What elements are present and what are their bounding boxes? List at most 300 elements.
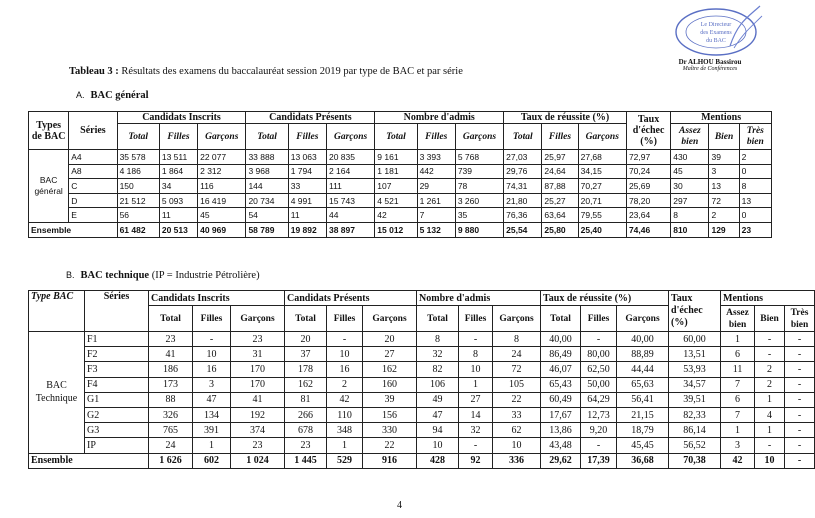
- table-cell: 23: [231, 438, 285, 453]
- table-cell: 81: [285, 392, 327, 407]
- section-b-letter: B.: [66, 270, 75, 280]
- total-cell: 25,80: [542, 222, 578, 237]
- table-cell: 32: [459, 423, 493, 438]
- table-cell: -: [755, 332, 785, 347]
- total-cell: 1 626: [149, 453, 193, 468]
- table-cell: 40,00: [541, 332, 581, 347]
- subheader-total: Total: [375, 124, 417, 150]
- subheader-total: Total: [417, 306, 459, 332]
- subheader-filles: Filles: [327, 306, 363, 332]
- table-cell: 80,00: [581, 347, 617, 362]
- total-cell: 916: [363, 453, 417, 468]
- header-series: Séries: [85, 291, 149, 332]
- table-cell: 35: [455, 208, 503, 223]
- table-cell: 72: [709, 193, 739, 208]
- table-cell: 156: [363, 407, 417, 422]
- total-cell: 17,39: [581, 453, 617, 468]
- table-cell: 4 521: [375, 193, 417, 208]
- table-cell: 2 312: [198, 164, 246, 179]
- total-cell: 42: [721, 453, 755, 468]
- table-cell: 88: [149, 392, 193, 407]
- table-cell: 23: [285, 438, 327, 453]
- table-cell: 4 991: [288, 193, 326, 208]
- table-cell: 82: [417, 362, 459, 377]
- total-cell: 5 132: [417, 222, 455, 237]
- table-row: [29, 164, 772, 179]
- table-cell: 10: [459, 362, 493, 377]
- table-cell: 23,64: [626, 208, 670, 223]
- subheader-total: Total: [541, 306, 581, 332]
- table-cell: 0: [739, 164, 771, 179]
- table-cell: 72: [493, 362, 541, 377]
- total-row: [29, 453, 815, 468]
- table-cell: 2 164: [326, 164, 374, 179]
- section-b-title: BAC technique: [80, 270, 150, 281]
- table-cell: 27,03: [504, 150, 542, 165]
- section-b-heading: [66, 270, 260, 281]
- total-cell: 19 892: [288, 222, 326, 237]
- table-cell: 60,49: [541, 392, 581, 407]
- table-cell: 17,67: [541, 407, 581, 422]
- table-cell: 22: [493, 392, 541, 407]
- table-cell: 53,93: [669, 362, 721, 377]
- table-cell: 20,71: [578, 193, 626, 208]
- table-cell: 15 743: [326, 193, 374, 208]
- table-cell: 348: [327, 423, 363, 438]
- table-cell: 22 077: [198, 150, 246, 165]
- table-cell: 33: [493, 407, 541, 422]
- table-cell: 2: [709, 208, 739, 223]
- table-cell: 186: [149, 362, 193, 377]
- table-cell: 266: [285, 407, 327, 422]
- header-inscrits: Candidats Inscrits: [149, 291, 285, 306]
- table-cell: 21,15: [617, 407, 669, 422]
- table-cell: 11: [288, 208, 326, 223]
- subheader-bien: Bien: [709, 124, 739, 150]
- header-mentions: Mentions: [721, 291, 815, 306]
- table-cell: 42: [375, 208, 417, 223]
- table-cell: 2: [755, 377, 785, 392]
- subheader-total: Total: [149, 306, 193, 332]
- total-cell: 336: [493, 453, 541, 468]
- table-cell: 74,31: [504, 179, 542, 194]
- subheader-assez-bien: Assez bien: [671, 124, 709, 150]
- table-cell: 40,00: [617, 332, 669, 347]
- table-cell: 39: [709, 150, 739, 165]
- table-cell: 39: [363, 392, 417, 407]
- table-cell: 116: [198, 179, 246, 194]
- table-cell: 3 968: [246, 164, 288, 179]
- subheader-garcons: Garçons: [231, 306, 285, 332]
- table-cell: 86,14: [669, 423, 721, 438]
- table-row: [29, 179, 772, 194]
- table-cell: 192: [231, 407, 285, 422]
- table-cell: 10: [493, 438, 541, 453]
- table-cell: 170: [231, 377, 285, 392]
- series-cell: G1: [85, 392, 149, 407]
- table-cell: -: [785, 392, 815, 407]
- table-cell: 111: [326, 179, 374, 194]
- table-cell: 49: [417, 392, 459, 407]
- table-cell: 20: [363, 332, 417, 347]
- header-admis: Nombre d'admis: [375, 112, 504, 124]
- table-row: [29, 438, 815, 453]
- total-cell: 15 012: [375, 222, 417, 237]
- total-label: Ensemble: [29, 453, 149, 468]
- table-cell: 1: [721, 332, 755, 347]
- subheader-bien: Bien: [755, 306, 785, 332]
- subheader-total: Total: [246, 124, 288, 150]
- table-cell: 1: [459, 377, 493, 392]
- total-cell: 810: [671, 222, 709, 237]
- table-cell: 13,86: [541, 423, 581, 438]
- table-cell: 27: [363, 347, 417, 362]
- table-cell: 7: [721, 407, 755, 422]
- table-cell: 3 260: [455, 193, 503, 208]
- table-cell: 56,52: [669, 438, 721, 453]
- table-cell: 18,79: [617, 423, 669, 438]
- total-cell: 428: [417, 453, 459, 468]
- table-cell: 10: [193, 347, 231, 362]
- table-cell: 41: [149, 347, 193, 362]
- header-series: Séries: [69, 112, 117, 150]
- table-cell: -: [785, 438, 815, 453]
- table-cell: 374: [231, 423, 285, 438]
- table-cell: 33 888: [246, 150, 288, 165]
- table-row: [29, 377, 815, 392]
- subheader-total: Total: [117, 124, 159, 150]
- table-cell: 47: [193, 392, 231, 407]
- section-a-letter: A.: [76, 90, 85, 100]
- subheader-garcons: Garçons: [326, 124, 374, 150]
- table-cell: 1: [755, 423, 785, 438]
- table-cell: 8: [739, 179, 771, 194]
- table-cell: 16: [327, 362, 363, 377]
- table-cell: 21 512: [117, 193, 159, 208]
- table-cell: 44: [326, 208, 374, 223]
- subheader-garcons: Garçons: [493, 306, 541, 332]
- section-b-note: (IP = Industrie Pétrolière): [149, 270, 260, 281]
- table-cell: 0: [739, 208, 771, 223]
- table-cell: 162: [285, 377, 327, 392]
- table-cell: 21,80: [504, 193, 542, 208]
- table-cell: 88,89: [617, 347, 669, 362]
- subheader-tres-bien: Très bien: [785, 306, 815, 332]
- table-cell: 33: [288, 179, 326, 194]
- table-cell: 45: [671, 164, 709, 179]
- section-a-heading: [76, 90, 149, 101]
- table-cell: 27: [459, 392, 493, 407]
- table-cell: -: [755, 347, 785, 362]
- table-cell: 10: [417, 438, 459, 453]
- table-cell: 37: [285, 347, 327, 362]
- table-cell: 173: [149, 377, 193, 392]
- total-cell: 58 789: [246, 222, 288, 237]
- table-cell: 2: [755, 362, 785, 377]
- table-cell: -: [327, 332, 363, 347]
- table-cell: 11: [721, 362, 755, 377]
- table-bac-general: [28, 111, 772, 238]
- total-cell: 36,68: [617, 453, 669, 468]
- table-cell: 34,57: [669, 377, 721, 392]
- table-cell: -: [581, 332, 617, 347]
- subheader-garcons: Garçons: [617, 306, 669, 332]
- total-cell: 10: [755, 453, 785, 468]
- table-cell: 29: [417, 179, 455, 194]
- subheader-total: Total: [285, 306, 327, 332]
- total-cell: 70,38: [669, 453, 721, 468]
- subheader-filles: Filles: [542, 124, 578, 150]
- table-cell: 3: [709, 164, 739, 179]
- table-cell: 9,20: [581, 423, 617, 438]
- table-row: [29, 347, 815, 362]
- table-cell: 13: [739, 193, 771, 208]
- total-cell: 1 024: [231, 453, 285, 468]
- page-number: 4: [397, 500, 402, 511]
- table-cell: 30: [671, 179, 709, 194]
- section-a-title: BAC général: [90, 90, 149, 101]
- table-cell: 11: [159, 208, 197, 223]
- svg-text:des Examens: des Examens: [700, 30, 732, 36]
- table-row: [29, 193, 772, 208]
- table-cell: 105: [493, 377, 541, 392]
- table-cell: 87,88: [542, 179, 578, 194]
- table-cell: 78: [455, 179, 503, 194]
- table-cell: 2: [739, 150, 771, 165]
- header-inscrits: Candidats Inscrits: [117, 112, 246, 124]
- table-cell: 8: [671, 208, 709, 223]
- table-cell: 35 578: [117, 150, 159, 165]
- table-cell: 178: [285, 362, 327, 377]
- table-cell: 2: [327, 377, 363, 392]
- table-cell: 70,27: [578, 179, 626, 194]
- table-cell: 1 864: [159, 164, 197, 179]
- table-cell: 10: [327, 347, 363, 362]
- subheader-garcons: Garçons: [198, 124, 246, 150]
- table-cell: 391: [193, 423, 231, 438]
- table-cell: 20 835: [326, 150, 374, 165]
- table-cell: 41: [231, 392, 285, 407]
- table-row: [29, 332, 815, 347]
- total-cell: 529: [327, 453, 363, 468]
- table-cell: 65,43: [541, 377, 581, 392]
- series-cell: G2: [85, 407, 149, 422]
- table-cell: -: [785, 332, 815, 347]
- table-cell: 430: [671, 150, 709, 165]
- table-cell: 8: [493, 332, 541, 347]
- table-cell: 3 393: [417, 150, 455, 165]
- series-cell: D: [69, 193, 117, 208]
- official-seal-stamp: [668, 2, 764, 56]
- total-cell: 40 969: [198, 222, 246, 237]
- table-cell: 297: [671, 193, 709, 208]
- total-cell: 25,40: [578, 222, 626, 237]
- table-cell: 5 768: [455, 150, 503, 165]
- table-cell: 13 511: [159, 150, 197, 165]
- table-cell: 110: [327, 407, 363, 422]
- subheader-filles: Filles: [459, 306, 493, 332]
- table-cell: 42: [327, 392, 363, 407]
- subheader-tres-bien: Très bien: [739, 124, 771, 150]
- total-cell: -: [785, 453, 815, 468]
- table-cell: 7: [721, 377, 755, 392]
- table-cell: 56,41: [617, 392, 669, 407]
- table-cell: 678: [285, 423, 327, 438]
- table-bac-technique: [28, 290, 815, 469]
- subheader-total: Total: [504, 124, 542, 150]
- table-row: [29, 392, 815, 407]
- table-cell: 144: [246, 179, 288, 194]
- total-row: [29, 222, 772, 237]
- subheader-filles: Filles: [193, 306, 231, 332]
- table-cell: 1: [327, 438, 363, 453]
- table-cell: 76,36: [504, 208, 542, 223]
- subheader-filles: Filles: [288, 124, 326, 150]
- header-type: Types de BAC: [29, 112, 69, 150]
- svg-text:Le Directeur: Le Directeur: [700, 22, 732, 28]
- table-cell: 62,50: [581, 362, 617, 377]
- total-label: Ensemble: [29, 222, 118, 237]
- caption-label: Tableau 3 :: [69, 66, 119, 77]
- series-cell: F4: [85, 377, 149, 392]
- table-cell: 31: [231, 347, 285, 362]
- table-cell: 63,64: [542, 208, 578, 223]
- signatory-role: Maître de Conférences: [682, 66, 738, 72]
- table-cell: 1: [721, 423, 755, 438]
- table-cell: 62: [493, 423, 541, 438]
- series-cell: A8: [69, 164, 117, 179]
- table-cell: 50,00: [581, 377, 617, 392]
- table-cell: -: [785, 362, 815, 377]
- table-cell: 46,07: [541, 362, 581, 377]
- header-presents: Candidats Présents: [285, 291, 417, 306]
- table-row: [29, 423, 815, 438]
- table-cell: -: [459, 438, 493, 453]
- table-cell: 20 734: [246, 193, 288, 208]
- table-cell: 44,44: [617, 362, 669, 377]
- header-admis: Nombre d'admis: [417, 291, 541, 306]
- table-cell: 739: [455, 164, 503, 179]
- table-cell: -: [785, 347, 815, 362]
- header-echec: Taux d'échec (%): [669, 291, 721, 332]
- table-cell: 22: [363, 438, 417, 453]
- table-cell: 82,33: [669, 407, 721, 422]
- subheader-garcons: Garçons: [455, 124, 503, 150]
- table-cell: 13: [709, 179, 739, 194]
- table-cell: 25,27: [542, 193, 578, 208]
- table-cell: 79,55: [578, 208, 626, 223]
- total-cell: 74,46: [626, 222, 670, 237]
- series-cell: IP: [85, 438, 149, 453]
- table-cell: 4 186: [117, 164, 159, 179]
- total-cell: 38 897: [326, 222, 374, 237]
- series-cell: F3: [85, 362, 149, 377]
- svg-text:du BAC: du BAC: [706, 38, 726, 44]
- subheader-garcons: Garçons: [578, 124, 626, 150]
- table-cell: 12,73: [581, 407, 617, 422]
- total-cell: 29,62: [541, 453, 581, 468]
- table-cell: 54: [246, 208, 288, 223]
- table-cell: 7: [417, 208, 455, 223]
- table-row: [29, 407, 815, 422]
- table-cell: 29,76: [504, 164, 542, 179]
- header-mentions: Mentions: [671, 112, 772, 124]
- total-cell: 1 445: [285, 453, 327, 468]
- total-cell: 602: [193, 453, 231, 468]
- table-cell: 60,00: [669, 332, 721, 347]
- table-cell: 25,69: [626, 179, 670, 194]
- table-cell: 34: [159, 179, 197, 194]
- table-cell: 134: [193, 407, 231, 422]
- series-cell: C: [69, 179, 117, 194]
- total-cell: 9 880: [455, 222, 503, 237]
- table-cell: -: [785, 407, 815, 422]
- table-cell: 47: [417, 407, 459, 422]
- series-cell: F2: [85, 347, 149, 362]
- table-cell: 6: [721, 392, 755, 407]
- total-cell: 129: [709, 222, 739, 237]
- table-cell: 3: [721, 438, 755, 453]
- table-cell: 24: [149, 438, 193, 453]
- table-cell: 6: [721, 347, 755, 362]
- table-cell: 45: [198, 208, 246, 223]
- table-cell: 78,20: [626, 193, 670, 208]
- table-cell: 1 794: [288, 164, 326, 179]
- table-cell: 160: [363, 377, 417, 392]
- subheader-filles: Filles: [159, 124, 197, 150]
- series-cell: A4: [69, 150, 117, 165]
- header-presents: Candidats Présents: [246, 112, 375, 124]
- table-cell: 107: [375, 179, 417, 194]
- table-cell: 20: [285, 332, 327, 347]
- caption-text: Résultats des examens du baccalauréat session 2019 par type de BAC et par série: [121, 66, 463, 77]
- table-cell: 330: [363, 423, 417, 438]
- table-cell: 8: [417, 332, 459, 347]
- table-cell: 25,97: [542, 150, 578, 165]
- table-cell: 150: [117, 179, 159, 194]
- table-cell: 5 093: [159, 193, 197, 208]
- table-cell: 23: [149, 332, 193, 347]
- table-cell: 56: [117, 208, 159, 223]
- table-cell: 1 261: [417, 193, 455, 208]
- table-cell: -: [785, 423, 815, 438]
- total-cell: 25,54: [504, 222, 542, 237]
- subheader-garcons: Garçons: [363, 306, 417, 332]
- table-cell: 1: [755, 392, 785, 407]
- subheader-assez-bien: Assez bien: [721, 306, 755, 332]
- table-cell: -: [193, 332, 231, 347]
- signatory-name: Dr ALHOU Bassirou: [678, 58, 742, 66]
- header-type: Type BAC: [29, 291, 85, 332]
- subheader-filles: Filles: [581, 306, 617, 332]
- table-row: [29, 208, 772, 223]
- table-cell: 4: [755, 407, 785, 422]
- table-cell: 34,15: [578, 164, 626, 179]
- table-cell: 16: [193, 362, 231, 377]
- subheader-filles: Filles: [417, 124, 455, 150]
- header-echec: Taux d'échec (%): [626, 112, 670, 150]
- table-cell: 43,48: [541, 438, 581, 453]
- table-cell: -: [755, 438, 785, 453]
- table-row: [29, 150, 772, 165]
- table-cell: 70,24: [626, 164, 670, 179]
- table-cell: 64,29: [581, 392, 617, 407]
- table-row: [29, 362, 815, 377]
- table-cell: -: [581, 438, 617, 453]
- table-cell: 27,68: [578, 150, 626, 165]
- table-cell: 1: [193, 438, 231, 453]
- table-cell: 13 063: [288, 150, 326, 165]
